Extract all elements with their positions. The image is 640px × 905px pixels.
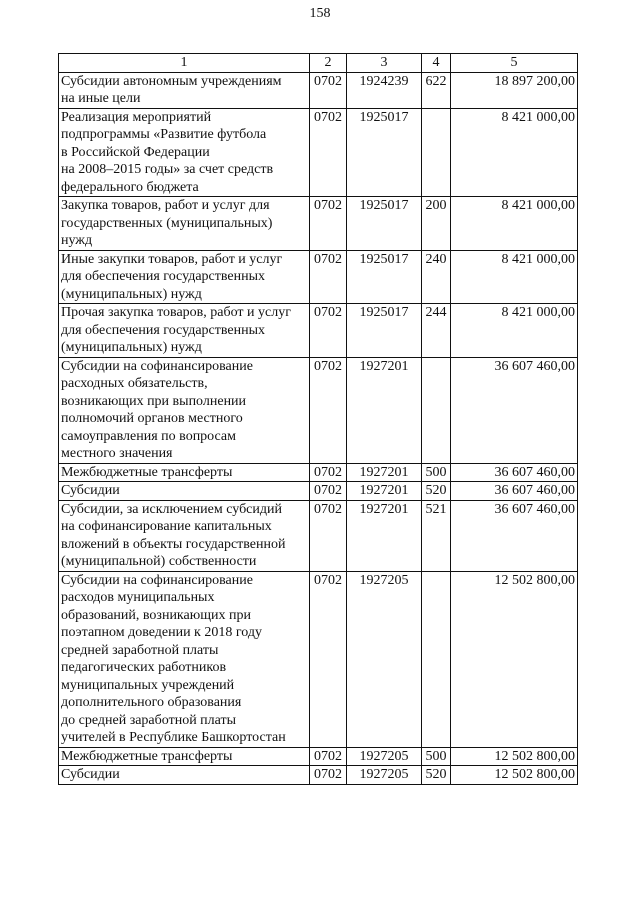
amount: 36 607 460,00 (451, 482, 578, 501)
item-name: Субсидии на софинансирование расходов муниципальных образований, возникающих при поэтапном доведении к 2018 году средней заработной платы педагогических работников муниципальных учреждений дополнительного образования до средней заработной платы учителей в Республике Башкортостан (59, 571, 310, 747)
table-row (59, 304, 578, 358)
section-code: 0702 (310, 108, 347, 197)
table-row (59, 500, 578, 571)
expense-type-code: 200 (422, 197, 451, 251)
item-name: Реализация мероприятий подпрограммы «Развитие футбола в Российской Федерации на 2008–2015 годы» за счет средств федерального бюджета (59, 108, 310, 197)
table-row (59, 766, 578, 785)
expense-type-code: 520 (422, 766, 451, 785)
target-article-code: 1925017 (347, 197, 422, 251)
item-name: Иные закупки товаров, работ и услуг для обеспечения государственных (муниципальных) нужд (59, 250, 310, 304)
section-code: 0702 (310, 304, 347, 358)
section-code: 0702 (310, 463, 347, 482)
section-code: 0702 (310, 500, 347, 571)
amount: 8 421 000,00 (451, 250, 578, 304)
section-code: 0702 (310, 357, 347, 463)
target-article-code: 1927201 (347, 482, 422, 501)
table-row (59, 197, 578, 251)
target-article-code: 1925017 (347, 108, 422, 197)
expense-type-code (422, 357, 451, 463)
expense-type-code: 240 (422, 250, 451, 304)
target-article-code: 1927201 (347, 463, 422, 482)
budget-table (58, 53, 578, 785)
item-name: Межбюджетные трансферты (59, 747, 310, 766)
target-article-code: 1927205 (347, 747, 422, 766)
amount: 12 502 800,00 (451, 571, 578, 747)
item-name: Субсидии (59, 482, 310, 501)
amount: 36 607 460,00 (451, 500, 578, 571)
item-name: Субсидии автономным учреждениям на иные цели (59, 72, 310, 108)
header-cell: 5 (451, 54, 578, 73)
expense-type-code (422, 571, 451, 747)
table-row (59, 747, 578, 766)
table-row (59, 108, 578, 197)
header-cell: 2 (310, 54, 347, 73)
section-code: 0702 (310, 197, 347, 251)
amount: 36 607 460,00 (451, 357, 578, 463)
section-code: 0702 (310, 72, 347, 108)
item-name: Межбюджетные трансферты (59, 463, 310, 482)
header-cell: 3 (347, 54, 422, 73)
item-name: Субсидии (59, 766, 310, 785)
target-article-code: 1925017 (347, 304, 422, 358)
expense-type-code: 622 (422, 72, 451, 108)
header-row (59, 54, 578, 73)
target-article-code: 1927205 (347, 766, 422, 785)
expense-type-code (422, 108, 451, 197)
amount: 12 502 800,00 (451, 766, 578, 785)
item-name: Прочая закупка товаров, работ и услуг для обеспечения государственных (муниципальных) нужд (59, 304, 310, 358)
amount: 8 421 000,00 (451, 108, 578, 197)
table-row (59, 357, 578, 463)
section-code: 0702 (310, 766, 347, 785)
expense-type-code: 521 (422, 500, 451, 571)
amount: 8 421 000,00 (451, 197, 578, 251)
table-row (59, 463, 578, 482)
target-article-code: 1927205 (347, 571, 422, 747)
amount: 18 897 200,00 (451, 72, 578, 108)
target-article-code: 1927201 (347, 357, 422, 463)
target-article-code: 1924239 (347, 72, 422, 108)
target-article-code: 1925017 (347, 250, 422, 304)
section-code: 0702 (310, 747, 347, 766)
expense-type-code: 244 (422, 304, 451, 358)
expense-type-code: 520 (422, 482, 451, 501)
item-name: Субсидии, за исключением субсидий на софинансирование капитальных вложений в объекты государственной (муниципальной) собственности (59, 500, 310, 571)
target-article-code: 1927201 (347, 500, 422, 571)
expense-type-code: 500 (422, 463, 451, 482)
amount: 8 421 000,00 (451, 304, 578, 358)
page-number: 158 (309, 6, 331, 21)
amount: 36 607 460,00 (451, 463, 578, 482)
table-row (59, 571, 578, 747)
table-row (59, 250, 578, 304)
section-code: 0702 (310, 482, 347, 501)
table-row (59, 72, 578, 108)
item-name: Субсидии на софинансирование расходных обязательств, возникающих при выполнении полномочий органов местного самоуправления по вопросам местного значения (59, 357, 310, 463)
header-cell: 4 (422, 54, 451, 73)
expense-type-code: 500 (422, 747, 451, 766)
item-name: Закупка товаров, работ и услуг для государственных (муниципальных) нужд (59, 197, 310, 251)
table-row (59, 482, 578, 501)
amount: 12 502 800,00 (451, 747, 578, 766)
section-code: 0702 (310, 571, 347, 747)
section-code: 0702 (310, 250, 347, 304)
header-cell: 1 (59, 54, 310, 73)
